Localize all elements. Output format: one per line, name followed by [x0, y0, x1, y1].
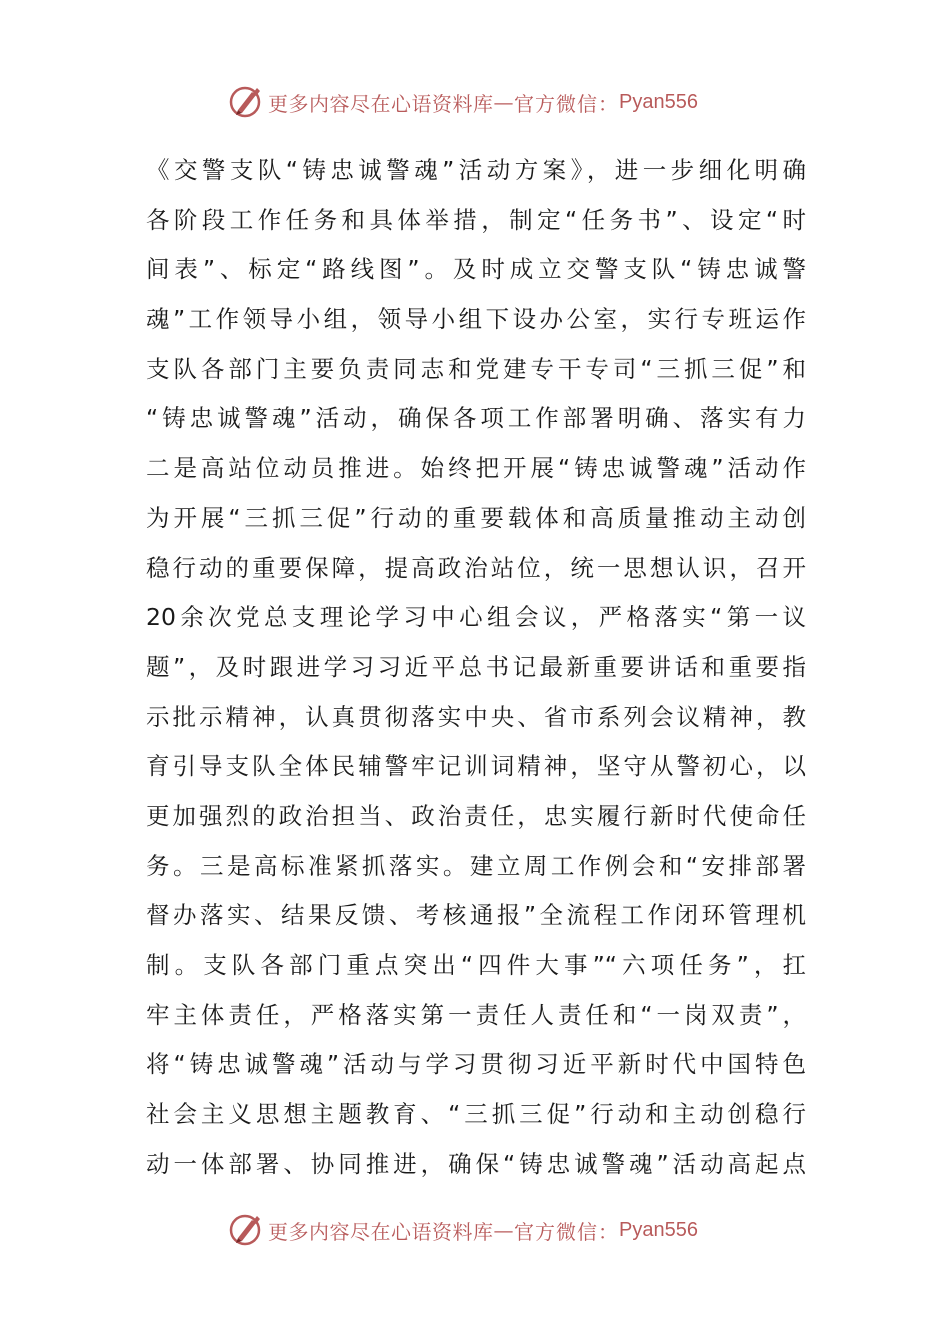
- text-line: 督办落实、结果反馈、考核通报”全流程工作闭环管理机: [146, 901, 806, 930]
- text-line: 社会主义思想主题教育、“三抓三促”行动和主动创稳行: [146, 1100, 806, 1129]
- footer-banner: [228, 1210, 698, 1250]
- text-line: “铸忠诚警魂”活动，确保各项工作部署明确、落实有力: [146, 404, 806, 433]
- text-line: 牢主体责任，严格落实第一责任人责任和“一岗双责”，: [146, 1000, 806, 1029]
- text-line: 动一体部署、协同推进，确保“铸忠诚警魂”活动高起点: [146, 1149, 806, 1178]
- text-line: 《交警支队“铸忠诚警魂”活动方案》，进一步细化明确: [146, 156, 806, 184]
- header-banner: [228, 82, 698, 122]
- text-line: 题”，及时跟进学习习近平总书记最新重要讲话和重要指: [146, 652, 806, 681]
- text-line: 更加强烈的政治担当、政治责任，忠实履行新时代使命任: [146, 801, 806, 830]
- text-line: 二是高站位动员推进。始终把开展“铸忠诚警魂”活动作: [146, 454, 806, 483]
- text-line: 务。三是高标准紧抓落实。建立周工作例会和“安排部署: [146, 851, 806, 880]
- pen-logo-icon: [228, 1212, 264, 1248]
- pen-logo-icon: [228, 84, 264, 120]
- text-line: 将“铸忠诚警魂”活动与学习贯彻习近平新时代中国特色: [146, 1050, 806, 1079]
- text-line: 稳行动的重要保障，提高政治站位，统一思想认识，召开: [146, 553, 806, 582]
- text-line: 制。支队各部门重点突出“四件大事”“六项任务”，扛: [146, 951, 806, 979]
- text-line: 20余次党总支理论学习中心组会议，严格落实“第一议: [146, 603, 806, 632]
- text-line: 间表”、标定“路线图”。及时成立交警支队“铸忠诚警: [146, 255, 806, 284]
- text-line: 示批示精神，认真贯彻落实中央、省市系列会议精神，教: [146, 702, 806, 731]
- text-line: 育引导支队全体民辅警牢记训词精神，坚守从警初心，以: [146, 752, 806, 781]
- banner-wechat-id: Pyan556: [619, 90, 698, 113]
- text-line: 为开展“三抓三促”行动的重要载体和高质量推动主动创: [146, 503, 806, 532]
- banner-wechat-label: 官方微信：: [514, 1219, 619, 1244]
- body-paragraph: [146, 146, 806, 1189]
- text-line: 各阶段工作任务和具体举措，制定“任务书”、设定“时: [146, 205, 806, 234]
- text-line: 支队各部门主要负责同志和党建专干专司“三抓三促”和: [146, 354, 806, 383]
- banner-wechat-label: 官方微信：: [514, 91, 619, 116]
- banner-separator: —: [493, 1218, 514, 1242]
- banner-title: 更多内容尽在心语资料库: [268, 91, 494, 116]
- banner-title: 更多内容尽在心语资料库: [268, 1219, 494, 1244]
- text-line: 魂”工作领导小组，领导小组下设办公室，实行专班运作: [146, 305, 806, 334]
- banner-separator: —: [493, 90, 514, 114]
- banner-wechat-id: Pyan556: [619, 1218, 698, 1241]
